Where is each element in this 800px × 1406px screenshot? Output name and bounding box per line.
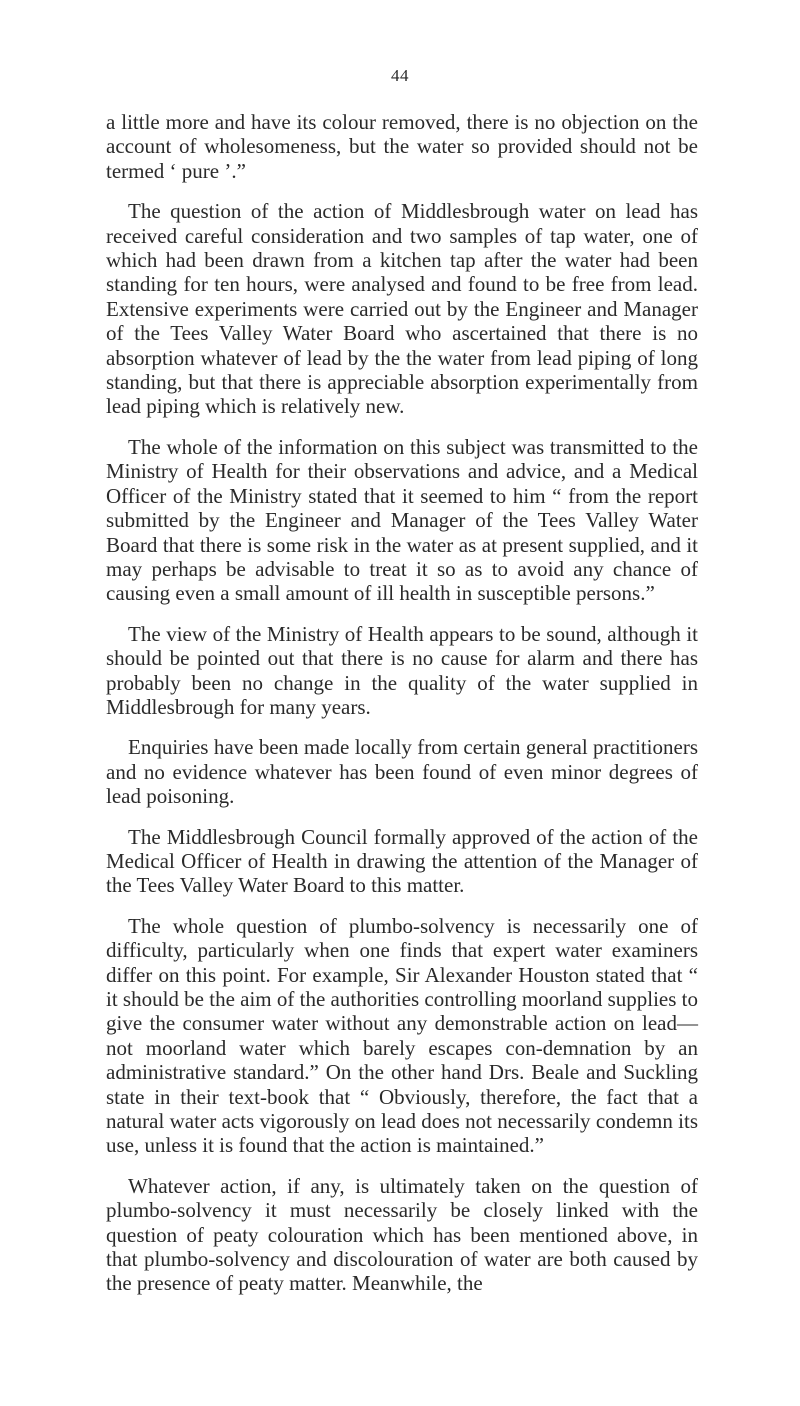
paragraph-council-approval: The Middlesbrough Council formally approved of the action of the Medical Officer of Health in drawing the attention of the Manager of the Tees Valley Water Board to this matter. [106,824,698,898]
paragraph-continuation: a little more and have its colour removed, there is no objection on the account of wholesomeness, but the water so provided should not be termed ‘ pure ’.” [106,110,698,183]
paragraph-peaty-colouration: Whatever action, if any, is ultimately taken on the question of plumbo-solvency it must necessarily be closely linked with the question of peaty colouration which has been mentioned above, in that plumbo-solvency and discolouration of water are both caused by the presence of peaty matter. Meanwhile, the [106,1173,698,1296]
paragraph-ministry-view: The view of the Ministry of Health appears to be sound, although it should be pointed out that there is no cause for alarm and there has probably been no change in the quality of the water supplied in Middlesbrough for many years. [106,621,698,719]
paragraph-lead-action: The question of the action of Middlesbrough water on lead has received careful consideration and two samples of tap water, one of which had been drawn from a kitchen tap after the water had been standing for ten hours, were analysed and found to be free from lead. Extensive experiments were carried out by the Engineer and Manager of the Tees Valley Water Board who ascertained that there is no absorption whatever of lead by the the water from lead piping of long standing, but that there is appreciable absorption experimentally from lead piping which is relatively new. [106,199,698,419]
paragraph-ministry-advice: The whole of the information on this subject was transmitted to the Ministry of Health for their observations and advice, and a Medical Officer of the Ministry stated that it seemed to him “ from the report submitted by the Engineer and Manager of the Tees Valley Water Board that there is some risk in the water as at present supplied, and it may perhaps be advisable to treat it so as to avoid any chance of causing even a small amount of ill health in susceptible persons.” [106,434,698,606]
page-number: 44 [391,66,409,85]
paragraph-enquiries: Enquiries have been made locally from certain general practitioners and no evidence whatever has been found of even minor degrees of lead poisoning. [106,735,698,809]
paragraph-plumbo-solvency: The whole question of plumbo-solvency is necessarily one of difficulty, particularly when one finds that expert water examiners differ on this point. For example, Sir Alexander Houston stated that “ it should be the aim of the authorities controlling moorland supplies to give the consumer water without any demonstrable action on lead—not moorland water which barely escapes con-demnation by an administrative standard.” On the other hand Drs. Beale and Suckling state in their text-book that “ Obviously, therefore, the fact that a natural water acts vigorously on lead does not necessarily condemn its use, unless it is found that the action is maintained.” [106,913,698,1158]
body-text [106,110,698,1296]
